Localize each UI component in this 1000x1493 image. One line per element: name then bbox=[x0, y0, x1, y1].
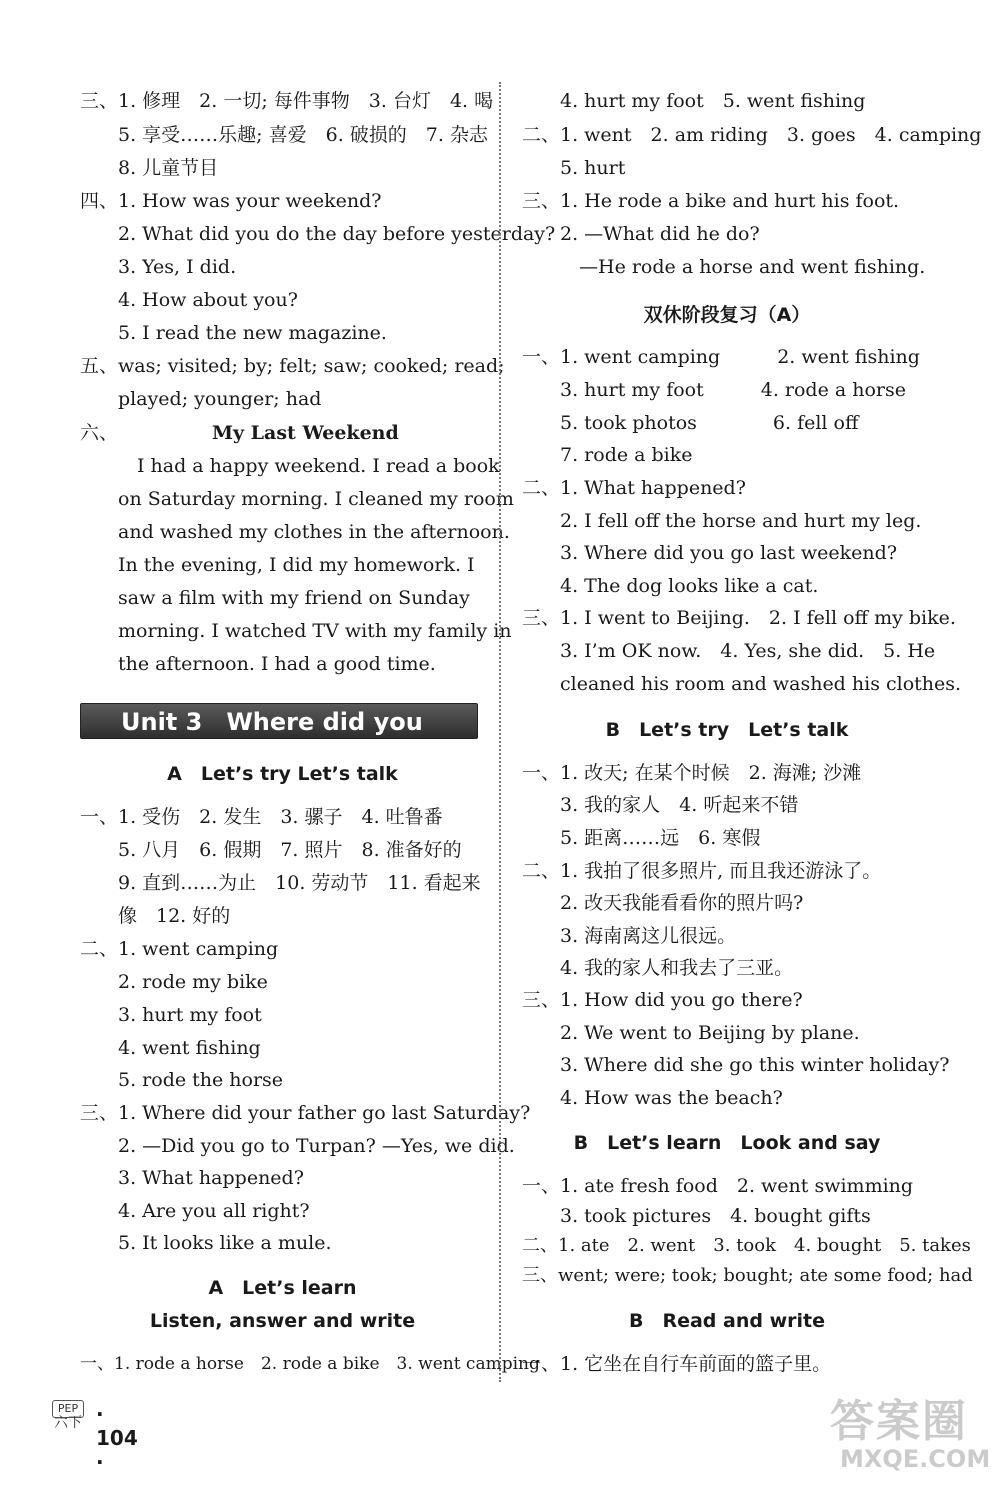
answer-line: 一、1. 受伤 2. 发生 3. 骡子 4. 吐鲁番 bbox=[80, 806, 443, 828]
watermark bbox=[830, 1385, 995, 1485]
watermark-logo: 答案圈 bbox=[830, 1396, 968, 1447]
answer-line: 4. hurt my foot 5. went fishing bbox=[522, 90, 866, 112]
column-divider bbox=[499, 82, 501, 1382]
answer-line: 三、1. Where did your father go last Saturday? bbox=[80, 1102, 531, 1124]
answer-line: cleaned his room and washed his clothes. bbox=[522, 673, 962, 695]
answer-line: 8. 儿童节目 bbox=[80, 157, 219, 179]
pep-badge: PEP bbox=[52, 1400, 84, 1418]
answer-line: 5. It looks like a mule. bbox=[80, 1232, 332, 1254]
answer-line: 二、1. ate 2. went 3. took 4. bought 5. takes bbox=[522, 1235, 971, 1256]
answer-line: 5. hurt bbox=[522, 157, 626, 179]
answer-line: 4. 我的家人和我去了三亚。 bbox=[522, 957, 794, 979]
section-heading: Listen, answer and write bbox=[149, 1310, 416, 1332]
essay-line: In the evening, I did my homework. I bbox=[80, 554, 475, 576]
answer-line: 2. What did you do the day before yesterday? bbox=[80, 223, 556, 245]
answer-line: 三、1. He rode a bike and hurt his foot. bbox=[522, 190, 900, 212]
answer-line: 一、1. ate fresh food 2. went swimming bbox=[522, 1175, 914, 1197]
answer-line: 五、was; visited; by; felt; saw; cooked; read; bbox=[80, 355, 505, 377]
answer-line: 六、 bbox=[80, 422, 119, 444]
answer-line: 一、1. rode a horse 2. rode a bike 3. went camping bbox=[80, 1354, 540, 1374]
answer-line: 3. What happened? bbox=[80, 1167, 304, 1189]
answer-line: 4. The dog looks like a cat. bbox=[522, 575, 819, 597]
answer-line: 5. I read the new magazine. bbox=[80, 322, 387, 344]
answer-line: 2. rode my bike bbox=[80, 971, 268, 993]
essay-line: and washed my clothes in the afternoon. bbox=[80, 521, 510, 543]
answer-line: 三、1. 修理 2. 一切; 每件事物 3. 台灯 4. 喝 bbox=[80, 90, 494, 112]
grade-label: 六下 bbox=[54, 1415, 82, 1431]
essay-line: morning. I watched TV with my family in bbox=[80, 620, 512, 642]
answer-line: 5. took photos 6. fell off bbox=[522, 412, 859, 434]
essay-line: saw a film with my friend on Sunday bbox=[80, 587, 470, 609]
answer-line: 3. Yes, I did. bbox=[80, 256, 237, 278]
answer-line: 4. How about you? bbox=[80, 289, 298, 311]
answer-line: 3. 我的家人 4. 听起来不错 bbox=[522, 794, 799, 816]
section-heading: B Let’s learn Look and say bbox=[573, 1132, 881, 1154]
essay-line: I had a happy weekend. I read a book bbox=[80, 455, 500, 477]
answer-line: 5. 八月 6. 假期 7. 照片 8. 准备好的 bbox=[80, 839, 462, 861]
section-heading: A Let’s learn bbox=[208, 1277, 357, 1299]
answer-line: 4. went fishing bbox=[80, 1037, 261, 1059]
page-number: · 104 · bbox=[96, 1402, 138, 1474]
answer-line: 3. hurt my foot bbox=[80, 1004, 262, 1026]
answer-line: 三、1. I went to Beijing. 2. I fell off my bike. bbox=[522, 607, 956, 629]
answer-line: —He rode a horse and went fishing. bbox=[522, 256, 926, 278]
answer-line: 3. I’m OK now. 4. Yes, she did. 5. He bbox=[522, 640, 936, 662]
answer-line: 9. 直到……为止 10. 劳动节 11. 看起来 bbox=[80, 872, 481, 894]
essay-line: on Saturday morning. I cleaned my room bbox=[80, 488, 514, 510]
answer-line: 5. rode the horse bbox=[80, 1069, 284, 1091]
answer-line: 3. 海南离这儿很远。 bbox=[522, 925, 737, 947]
answer-line: 三、1. How did you go there? bbox=[522, 989, 803, 1011]
answer-line: 5. 距离……远 6. 寒假 bbox=[522, 827, 761, 849]
answer-line: 二、1. went 2. am riding 3. goes 4. camping bbox=[522, 124, 982, 146]
section-heading: 双休阶段复习（A） bbox=[643, 304, 811, 326]
answer-line: 7. rode a bike bbox=[522, 444, 693, 466]
answer-line: 一、1. 改天; 在某个时候 2. 海滩; 沙滩 bbox=[522, 762, 862, 784]
answer-line: 二、1. 我拍了很多照片, 而且我还游泳了。 bbox=[522, 860, 882, 882]
watermark-url: MXQE.COM bbox=[840, 1445, 991, 1473]
section-heading: A Let’s try Let’s talk bbox=[167, 763, 398, 785]
answer-line: 3. Where did she go this winter holiday? bbox=[522, 1054, 950, 1076]
answer-line: 2. —Did you go to Turpan? —Yes, we did. bbox=[80, 1135, 515, 1157]
unit-banner: Unit 3 Where did you go? bbox=[80, 703, 478, 739]
answer-line: 4. How was the beach? bbox=[522, 1087, 783, 1109]
answer-line: 3. hurt my foot 4. rode a horse bbox=[522, 379, 906, 401]
answer-line: played; younger; had bbox=[80, 388, 322, 410]
answer-line: 3. took pictures 4. bought gifts bbox=[522, 1205, 871, 1227]
answer-line: 2. 改天我能看看你的照片吗? bbox=[522, 892, 804, 914]
answer-line: 3. Where did you go last weekend? bbox=[522, 542, 897, 564]
answer-line: 2. I fell off the horse and hurt my leg. bbox=[522, 510, 922, 532]
answer-line: 5. 享受……乐趣; 喜爱 6. 破损的 7. 杂志 bbox=[80, 124, 488, 146]
answer-line: 2. We went to Beijing by plane. bbox=[522, 1022, 860, 1044]
answer-line: 三、went; were; took; bought; ate some food; had bbox=[522, 1265, 973, 1286]
answer-line: 2. —What did he do? bbox=[522, 223, 760, 245]
answer-line: 二、1. went camping bbox=[80, 938, 279, 960]
answer-line: 一、1. went camping 2. went fishing bbox=[522, 346, 920, 368]
essay-title: My Last Weekend bbox=[212, 422, 399, 444]
section-heading: B Let’s try Let’s talk bbox=[605, 719, 849, 741]
answer-line: 4. Are you all right? bbox=[80, 1200, 310, 1222]
answer-line: 二、1. What happened? bbox=[522, 477, 746, 499]
section-heading: B Read and write bbox=[628, 1310, 825, 1332]
answer-line: 四、1. How was your weekend? bbox=[80, 190, 382, 212]
essay-line: the afternoon. I had a good time. bbox=[80, 653, 436, 675]
answer-line: 一、1. 它坐在自行车前面的篮子里。 bbox=[522, 1353, 832, 1375]
answer-line: 像 12. 好的 bbox=[80, 905, 231, 927]
